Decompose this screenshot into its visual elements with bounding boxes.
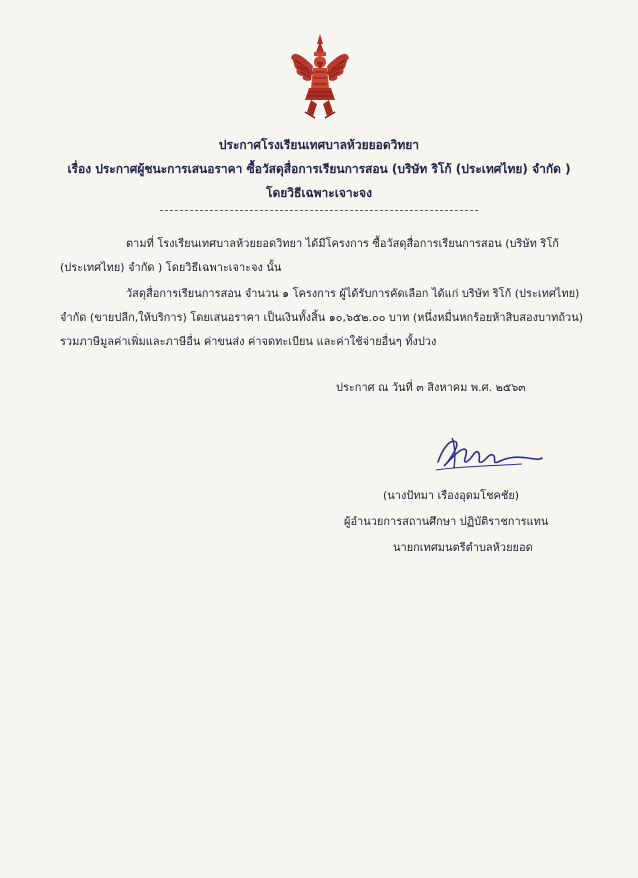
separator-dashed — [160, 210, 478, 211]
handwritten-signature-icon — [432, 432, 544, 474]
signer-position-1: ผู้อำนวยการสถานศึกษา ปฏิบัติราชการแทน — [344, 515, 549, 528]
para1-line1: ตามที่ โรงเรียนเทศบาลห้วยยอดวิทยา ได้มีโครงการ ซื้อวัสดุสื่อการเรียนการสอน (บริษัท ริโก้ — [126, 237, 559, 250]
signer-name: (นางปัทมา เรืองอุดมโชคชัย) — [383, 489, 520, 502]
title-line-1: ประกาศโรงเรียนเทศบาลห้วยยอดวิทยา — [218, 138, 420, 152]
signer-position-2: นายกเทศมนตรีตำบลห้วยยอด — [393, 541, 533, 554]
para2-line1: วัสดุสื่อการเรียนการสอน จำนวน ๑ โครงการ ผู้ได้รับการคัดเลือก ได้แก่ บริษัท ริโก้ (ประเทศไทย) — [126, 287, 580, 300]
para2-line3: รวมภาษีมูลค่าเพิ่มและภาษีอื่น ค่าขนส่ง ค่าจดทะเบียน และค่าใช้จ่ายอื่นๆ ทั้งปวง — [60, 335, 437, 348]
para1-line2: (ประเทศไทย) จำกัด ) โดยวิธีเฉพาะเจาะจง นั้น — [60, 261, 282, 274]
garuda-emblem-icon — [289, 32, 351, 120]
para2-line2: จำกัด (ขายปลีก,ให้บริการ) โดยเสนอราคา เป็นเงินทั้งสิ้น ๑๐,๖๕๒.๐๐ บาท (หนึ่งหมื่นหกร้อยห้าสิบสองบาทถ้วน) — [60, 311, 584, 324]
title-line-3: โดยวิธีเฉพาะเจาะจง — [266, 186, 372, 200]
announcement-date: ประกาศ ณ วันที่ ๓ สิงหาคม พ.ศ. ๒๕๖๓ — [336, 381, 526, 394]
title-line-2: เรื่อง ประกาศผู้ชนะการเสนอราคา ซื้อวัสดุสื่อการเรียนการสอน (บริษัท ริโก้ (ประเทศไทย) จำกัด ) — [67, 162, 571, 176]
